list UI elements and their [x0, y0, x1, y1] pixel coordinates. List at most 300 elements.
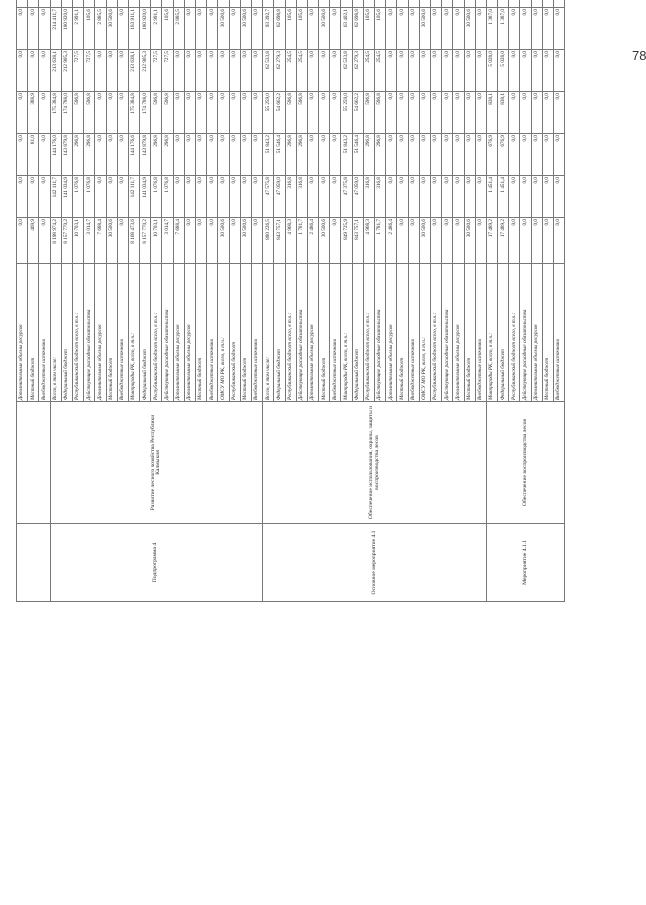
value-cell — [39, 0, 50, 8]
value-cell: 63 402,1 — [341, 8, 352, 50]
value-cell — [240, 0, 251, 8]
value-cell: 0,0 — [509, 176, 520, 218]
value-cell: 0,0 — [531, 218, 542, 264]
value-cell: 0,0 — [509, 50, 520, 92]
funding-source: Федеральный бюджет — [352, 264, 363, 402]
value-cell: 0,0 — [386, 176, 397, 218]
value-cell: 1 076,8 — [162, 176, 173, 218]
value-cell: 0,0 — [453, 92, 464, 134]
funding-source: Местный бюджет — [542, 264, 553, 402]
value-cell: 0,0 — [184, 8, 195, 50]
funding-source: Внебюджетные источники — [39, 264, 50, 402]
funding-source: Федеральный бюджет — [140, 264, 151, 402]
value-cell: 180 920,0 — [140, 8, 151, 50]
value-cell: 174 788,0 — [61, 92, 72, 134]
value-cell: 0,0 — [453, 50, 464, 92]
value-cell — [184, 0, 195, 8]
funding-source: Дополнительные объемы ресурсов — [386, 264, 397, 402]
value-cell: 0,0 — [408, 92, 419, 134]
value-cell: 0,0 — [509, 134, 520, 176]
funding-source: Республиканский бюджет всего, в т.ч.: — [509, 264, 520, 402]
value-cell: 0,0 — [173, 134, 184, 176]
value-cell: 0,0 — [464, 134, 475, 176]
value-cell: 0,0 — [330, 92, 341, 134]
value-cell — [251, 0, 262, 8]
value-cell — [274, 0, 285, 8]
funding-source: Республиканский бюджет всего, в т.ч.: — [430, 264, 441, 402]
value-cell — [95, 0, 106, 8]
value-cell: 0,0 — [319, 134, 330, 176]
value-cell — [509, 0, 520, 8]
value-cell: 0,0 — [95, 176, 106, 218]
value-cell — [128, 0, 139, 8]
funding-source: Минприроды РК, всего, в т.ч.: — [128, 264, 139, 402]
value-cell: 55 259,0 — [341, 92, 352, 134]
budget-table — [16, 0, 565, 602]
value-cell: 0,0 — [229, 92, 240, 134]
value-cell: 0,0 — [408, 8, 419, 50]
value-cell — [17, 0, 28, 8]
value-cell: 1 076,8 — [151, 176, 162, 218]
value-cell: 727,5 — [72, 50, 83, 92]
value-cell: 0,0 — [386, 92, 397, 134]
value-cell: 0,0 — [28, 50, 39, 92]
value-cell — [352, 0, 363, 8]
funding-source: Местный бюджет — [106, 264, 117, 402]
value-cell: 316,8 — [363, 176, 374, 218]
value-cell — [397, 0, 408, 8]
value-cell: 316,8 — [296, 176, 307, 218]
value-cell: 0,0 — [531, 92, 542, 134]
value-cell: 0,0 — [39, 92, 50, 134]
value-cell: 0,0 — [397, 50, 408, 92]
value-cell: 1 076,8 — [72, 176, 83, 218]
value-cell: 596,8 — [363, 92, 374, 134]
value-cell — [72, 0, 83, 8]
value-cell: 30 500,6 — [218, 218, 229, 264]
value-cell: 0,0 — [419, 50, 430, 92]
value-cell — [542, 0, 553, 8]
value-cell: 0,0 — [319, 176, 330, 218]
value-cell: 4 968,3 — [363, 218, 374, 264]
document-page — [16, 9, 646, 862]
value-cell: 143 879,8 — [61, 134, 72, 176]
value-cell: 596,8 — [375, 92, 386, 134]
value-cell: 0,0 — [319, 50, 330, 92]
value-cell: 296,8 — [162, 134, 173, 176]
value-cell: 30 500,6 — [240, 8, 251, 50]
value-cell: 30 500,6 — [419, 8, 430, 50]
value-cell — [319, 0, 330, 8]
funding-source: Действующие расходные обязательства — [84, 264, 95, 402]
value-cell: 51 843,2 — [341, 134, 352, 176]
value-cell: 0,0 — [229, 176, 240, 218]
funding-source: Дополнительные объемы ресурсов — [453, 264, 464, 402]
value-cell: 0,0 — [442, 218, 453, 264]
value-cell: 51 546,4 — [274, 134, 285, 176]
value-cell: 0,0 — [531, 134, 542, 176]
value-cell: 1 781,7 — [375, 218, 386, 264]
value-cell — [520, 0, 531, 8]
value-cell: 30 500,6 — [106, 218, 117, 264]
value-cell: 0,0 — [251, 8, 262, 50]
value-cell: 144 176,0 — [50, 134, 61, 176]
value-cell: 0,0 — [240, 134, 251, 176]
rotated-table-container — [16, 0, 606, 602]
value-cell — [419, 0, 430, 8]
value-cell: 1 451,4 — [498, 176, 509, 218]
value-cell: 0,0 — [173, 176, 184, 218]
value-cell: 141 034,9 — [61, 176, 72, 218]
value-cell: 0,0 — [554, 134, 565, 176]
section-name-cell — [17, 402, 51, 524]
value-cell: 30 500,6 — [464, 218, 475, 264]
funding-source: Дополнительные объемы ресурсов — [184, 264, 195, 402]
value-cell: 2 486,4 — [307, 218, 318, 264]
value-cell: 183 911,1 — [128, 8, 139, 50]
value-cell: 0,0 — [442, 176, 453, 218]
funding-source: Федеральный бюджет — [274, 264, 285, 402]
value-cell: 296,8 — [84, 134, 95, 176]
value-cell: 0,0 — [554, 218, 565, 264]
value-cell: 105,6 — [375, 8, 386, 50]
value-cell: 0,0 — [184, 92, 195, 134]
value-cell: 5 028,0 — [486, 50, 497, 92]
value-cell: 0,0 — [196, 92, 207, 134]
funding-source: Внебюджетные источники — [251, 264, 262, 402]
value-cell: 388,9 — [28, 92, 39, 134]
value-cell: 0,0 — [39, 50, 50, 92]
value-cell: 0,0 — [184, 134, 195, 176]
value-cell: 0,0 — [509, 218, 520, 264]
funding-source: Местный бюджет — [28, 264, 39, 402]
value-cell: 175 384,8 — [128, 92, 139, 134]
value-cell: 212 905,3 — [140, 50, 151, 92]
value-cell: 0,0 — [430, 8, 441, 50]
value-cell: 62 698,8 — [352, 8, 363, 50]
value-cell: 0,0 — [251, 92, 262, 134]
value-cell: 0,0 — [184, 176, 195, 218]
value-cell: 2 486,4 — [386, 218, 397, 264]
value-cell: 142 111,7 — [128, 176, 139, 218]
funding-source: Дополнительные объемы ресурсов — [307, 264, 318, 402]
value-cell: 0,0 — [509, 92, 520, 134]
value-cell: 175 384,8 — [50, 92, 61, 134]
value-cell: 0,0 — [330, 8, 341, 50]
funding-source: Республиканский бюджет — [229, 264, 240, 402]
value-cell: 10 703,1 — [151, 218, 162, 264]
value-cell — [531, 0, 542, 8]
value-cell: 0,0 — [554, 50, 565, 92]
funding-source: Республиканский бюджет всего, в т.ч.: — [151, 264, 162, 402]
value-cell — [285, 0, 296, 8]
page-number: 78 — [632, 48, 646, 63]
value-cell: 7 688,4 — [173, 218, 184, 264]
value-cell: 296,8 — [151, 134, 162, 176]
value-cell: 2 991,1 — [72, 8, 83, 50]
value-cell: 213 638,1 — [50, 50, 61, 92]
value-cell: 1 387,0 — [498, 8, 509, 50]
value-cell: 838,1 — [486, 92, 497, 134]
value-cell: 143 879,8 — [140, 134, 151, 176]
value-cell: 0,0 — [330, 134, 341, 176]
value-cell: 54 662,2 — [352, 92, 363, 134]
funding-source: Действующие расходные обязательства — [375, 264, 386, 402]
value-cell: 0,0 — [207, 50, 218, 92]
funding-source: Местный бюджет — [397, 264, 408, 402]
value-cell: 849 725,9 — [341, 218, 352, 264]
value-cell: 838,1 — [498, 92, 509, 134]
value-cell: 0,0 — [408, 218, 419, 264]
value-cell: 62 279,3 — [352, 50, 363, 92]
value-cell: 0,0 — [196, 134, 207, 176]
funding-source: ОМСУ МО РК, всего, в т.ч.: — [218, 264, 229, 402]
value-cell: 0,0 — [386, 134, 397, 176]
value-cell: 0,0 — [39, 134, 50, 176]
value-cell — [61, 0, 72, 8]
funding-source: Местный бюджет — [240, 264, 251, 402]
value-cell: 2 885,5 — [95, 8, 106, 50]
value-cell: 0,0 — [229, 8, 240, 50]
value-cell — [207, 0, 218, 8]
value-cell: 0,0 — [542, 176, 553, 218]
value-cell: 0,0 — [207, 92, 218, 134]
value-cell: 0,0 — [419, 134, 430, 176]
value-cell: 17 489,2 — [486, 218, 497, 264]
value-cell: 0,0 — [218, 92, 229, 134]
value-cell — [84, 0, 95, 8]
value-cell: 0,0 — [196, 218, 207, 264]
value-cell: 30 500,6 — [464, 8, 475, 50]
value-cell: 0,0 — [419, 92, 430, 134]
value-cell: 0,0 — [17, 134, 28, 176]
value-cell: 142 111,7 — [50, 176, 61, 218]
value-cell: 0,0 — [117, 134, 128, 176]
main-event-name: Обеспечение использования, охраны, защиты и воспроизводства лесов — [263, 402, 487, 524]
table-row — [50, 0, 61, 602]
value-cell: 0,0 — [196, 8, 207, 50]
value-cell: 0,0 — [307, 8, 318, 50]
value-cell: 0,0 — [330, 218, 341, 264]
value-cell: 0,0 — [117, 218, 128, 264]
value-cell: 0,0 — [184, 218, 195, 264]
value-cell — [151, 0, 162, 8]
value-cell: 0,0 — [554, 176, 565, 218]
value-cell: 0,0 — [408, 134, 419, 176]
value-cell: 62 698,8 — [274, 8, 285, 50]
value-cell: 0,0 — [464, 50, 475, 92]
value-cell: 254,5 — [363, 50, 374, 92]
value-cell: 0,0 — [386, 50, 397, 92]
value-cell: 0,0 — [218, 134, 229, 176]
value-cell: 296,8 — [72, 134, 83, 176]
value-cell: 0,0 — [17, 50, 28, 92]
value-cell: 0,0 — [453, 218, 464, 264]
value-cell — [140, 0, 151, 8]
funding-source: Всего, в том числе: — [50, 264, 61, 402]
funding-source: Дополнительные объемы ресурсов — [17, 264, 28, 402]
value-cell: 0,0 — [218, 176, 229, 218]
funding-source: Дополнительные объемы ресурсов — [173, 264, 184, 402]
value-cell: 0,0 — [397, 92, 408, 134]
value-cell — [386, 0, 397, 8]
value-cell: 54 662,2 — [274, 92, 285, 134]
value-cell: 0,0 — [95, 134, 106, 176]
value-cell — [464, 0, 475, 8]
value-cell: 8 198 974,2 — [50, 218, 61, 264]
value-cell: 0,0 — [509, 8, 520, 50]
value-cell — [296, 0, 307, 8]
value-cell — [498, 0, 509, 8]
value-cell — [162, 0, 173, 8]
value-cell: 0,0 — [307, 176, 318, 218]
value-cell: 0,0 — [442, 8, 453, 50]
value-cell: 0,0 — [117, 50, 128, 92]
value-cell: 0,0 — [17, 8, 28, 50]
value-cell: 8 157 770,2 — [140, 218, 151, 264]
value-cell: 0,0 — [397, 8, 408, 50]
value-cell: 0,0 — [475, 176, 486, 218]
funding-source: Федеральный бюджет — [498, 264, 509, 402]
value-cell: 7 688,4 — [95, 218, 106, 264]
value-cell: 180 920,0 — [61, 8, 72, 50]
main-event-type: Основное мероприятие 4.1 — [263, 524, 487, 602]
value-cell — [375, 0, 386, 8]
funding-source: Местный бюджет — [464, 264, 475, 402]
funding-source: Внебюджетные источники — [207, 264, 218, 402]
table-row — [17, 0, 28, 602]
value-cell: 0,0 — [475, 92, 486, 134]
value-cell: 0,0 — [520, 218, 531, 264]
value-cell: 0,0 — [95, 50, 106, 92]
value-cell: 0,0 — [453, 134, 464, 176]
value-cell: 0,0 — [17, 176, 28, 218]
value-cell: 51 546,4 — [352, 134, 363, 176]
value-cell: 0,0 — [542, 92, 553, 134]
funding-source: Всего, в том числе: — [263, 264, 274, 402]
funding-source: Федеральный бюджет — [61, 264, 72, 402]
value-cell: 296,8 — [363, 134, 374, 176]
value-cell: 105,6 — [162, 8, 173, 50]
value-cell: 0,0 — [184, 50, 195, 92]
value-cell: 4 968,3 — [285, 218, 296, 264]
value-cell: 0,0 — [430, 50, 441, 92]
value-cell: 62 533,8 — [263, 50, 274, 92]
value-cell — [486, 0, 497, 8]
value-cell: 93 392,7 — [263, 8, 274, 50]
value-cell: 596,8 — [285, 92, 296, 134]
value-cell: 0,0 — [330, 176, 341, 218]
value-cell: 1 076,8 — [84, 176, 95, 218]
value-cell: 0,0 — [307, 134, 318, 176]
value-cell: 0,0 — [28, 176, 39, 218]
value-cell: 0,0 — [251, 218, 262, 264]
funding-source: Действующие расходные обязательства — [520, 264, 531, 402]
value-cell: 0,0 — [207, 8, 218, 50]
value-cell: 0,0 — [386, 8, 397, 50]
funding-source: Внебюджетные источники — [475, 264, 486, 402]
value-cell: 0,0 — [106, 50, 117, 92]
value-cell: 0,0 — [28, 8, 39, 50]
section-type-cell — [17, 524, 51, 602]
value-cell: 254,5 — [296, 50, 307, 92]
value-cell — [475, 0, 486, 8]
value-cell: 254,5 — [285, 50, 296, 92]
value-cell: 174 788,0 — [140, 92, 151, 134]
value-cell: 0,0 — [319, 92, 330, 134]
value-cell — [106, 0, 117, 8]
value-cell: 0,0 — [229, 218, 240, 264]
value-cell: 727,5 — [151, 50, 162, 92]
value-cell — [330, 0, 341, 8]
value-cell: 0,0 — [408, 50, 419, 92]
value-cell: 214 411,7 — [50, 8, 61, 50]
value-cell: 254,5 — [375, 50, 386, 92]
value-cell: 0,0 — [453, 176, 464, 218]
value-cell: 30 500,6 — [240, 218, 251, 264]
value-cell: 0,0 — [117, 8, 128, 50]
value-cell: 0,0 — [430, 134, 441, 176]
funding-source: Республиканский бюджет всего, в т.ч.: — [285, 264, 296, 402]
value-cell: 0,0 — [39, 218, 50, 264]
value-cell: 17 489,2 — [498, 218, 509, 264]
value-cell: 296,8 — [375, 134, 386, 176]
value-cell: 0,0 — [173, 92, 184, 134]
value-cell: 0,0 — [307, 92, 318, 134]
value-cell — [363, 0, 374, 8]
funding-source: Дополнительные объемы ресурсов — [95, 264, 106, 402]
value-cell: 0,0 — [173, 50, 184, 92]
value-cell: 727,5 — [162, 50, 173, 92]
value-cell: 0,0 — [207, 218, 218, 264]
value-cell: 0,0 — [229, 134, 240, 176]
funding-source: Действующие расходные обязательства — [442, 264, 453, 402]
value-cell: 0,0 — [520, 92, 531, 134]
value-cell — [218, 0, 229, 8]
value-cell: 105,6 — [285, 8, 296, 50]
value-cell: 0,0 — [106, 92, 117, 134]
value-cell: 0,0 — [408, 176, 419, 218]
value-cell: 316,8 — [375, 176, 386, 218]
value-cell — [263, 0, 274, 8]
value-cell: 0,0 — [397, 176, 408, 218]
value-cell: 105,6 — [363, 8, 374, 50]
value-cell: 0,0 — [207, 176, 218, 218]
value-cell: 30 500,6 — [319, 218, 330, 264]
funding-source: ОМСУ МО РК, всего, в т.ч.: — [419, 264, 430, 402]
value-cell — [28, 0, 39, 8]
value-cell: 47 375,8 — [341, 176, 352, 218]
value-cell: 144 176,6 — [128, 134, 139, 176]
value-cell: 0,0 — [531, 50, 542, 92]
funding-source: Внебюджетные источники — [330, 264, 341, 402]
value-cell: 0,0 — [307, 50, 318, 92]
funding-source: Минприроды РК, всего, в т.ч.: — [486, 264, 497, 402]
value-cell: 47 059,0 — [352, 176, 363, 218]
value-cell: 0,0 — [229, 50, 240, 92]
value-cell: 0,0 — [520, 8, 531, 50]
value-cell: 0,0 — [542, 134, 553, 176]
value-cell: 51 843,2 — [263, 134, 274, 176]
value-cell: 0,0 — [196, 176, 207, 218]
value-cell: 469,9 — [28, 218, 39, 264]
event-name: Обеспечение воспроизводства лесов — [486, 402, 564, 524]
value-cell: 2 885,5 — [173, 8, 184, 50]
value-cell: 0,0 — [430, 176, 441, 218]
value-cell: 212 905,3 — [61, 50, 72, 92]
value-cell: 0,0 — [442, 50, 453, 92]
value-cell: 213 638,1 — [128, 50, 139, 92]
